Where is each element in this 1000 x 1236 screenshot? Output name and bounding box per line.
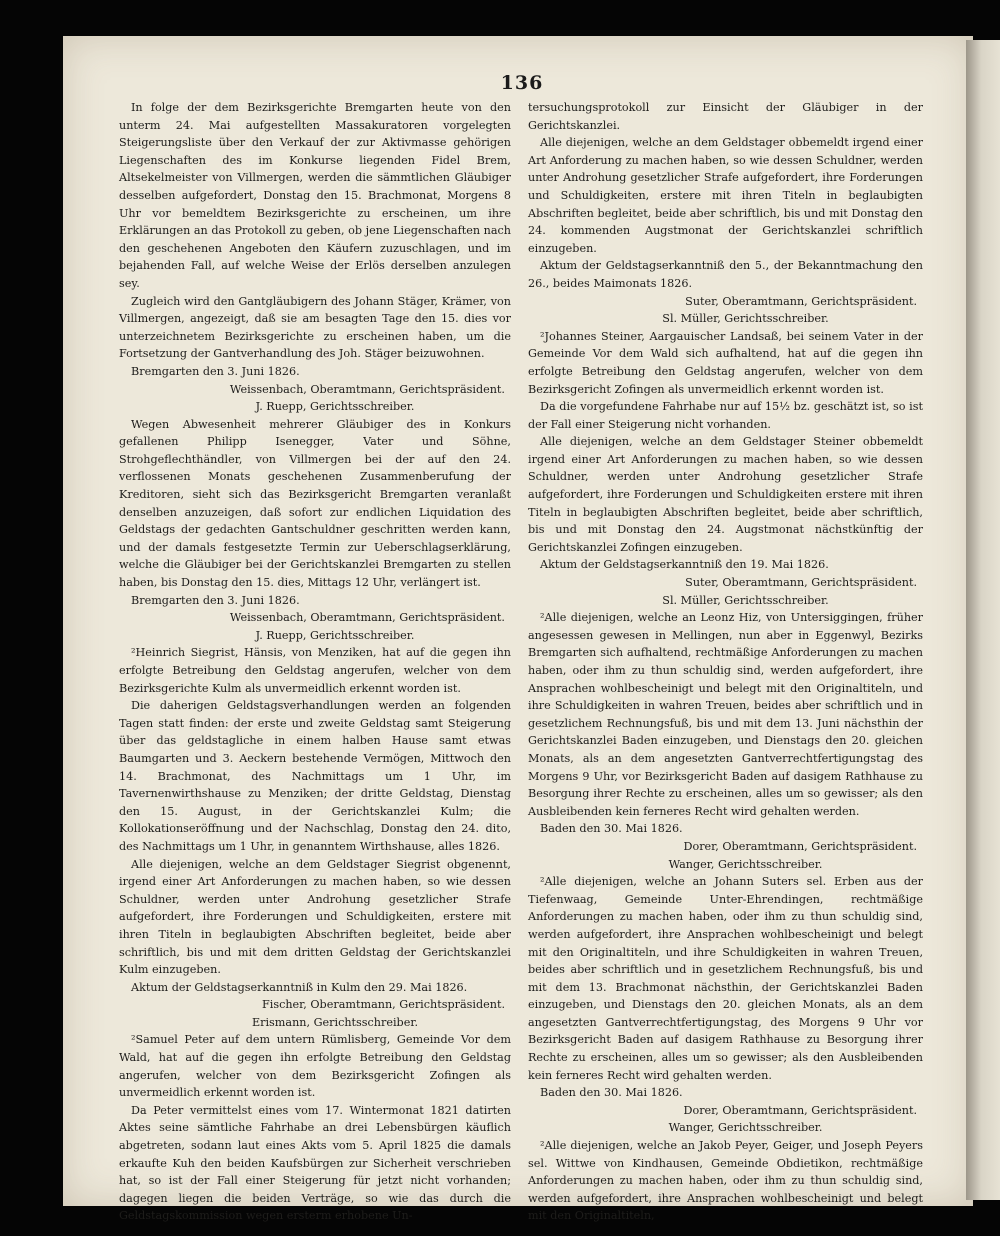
notice-paragraph: Zugleich wird den Gantgläubigern des Johann Stäger, Krämer, von Villmergen, angezeigt, daß sie am besagten Tage den 15. dies vor unterzeichnetem Bezirksgerichte zu erscheinen haben, um die Fortsetzung der Gantverhandlung des Joh. Stäger beizuwohnen. <box>119 294 511 361</box>
notice-date: Aktum der Geldstagserkanntniß in Kulm den 29. Mai 1826. <box>131 980 468 994</box>
notice-date: Bremgarten den 3. Juni 1826. <box>131 364 300 378</box>
notice-paragraph: Alle diejenigen, welche an dem Geldstager Steiner obbemeldt irgend einer Art Anforderungen zu machen haben, so wie dessen Schuldner, werden unter Androhung gesetzlicher Strafe aufgefordert, ihre Forderungen und Schuldigkeiten erstere mit ihren Titeln in beglaubigten Abschriften begleitet, beide aber schriftlich, bis und mit Donstag den 24. Augstmonat nächstkünftig der Gerichtskanzlei Zofingen einzugeben. <box>528 435 923 554</box>
notice-paragraph: In folge der dem Bezirksgerichte Bremgarten heute von den unterm 24. Mai aufgestellten Massakuratoren vorgelegten Steigerungsliste über den Verkauf der zur Aktivmasse gehörigen Liegenschaften des im Konkurse liegenden Fidel Brem, Altsekelmeister von Villmergen, werden die sämmtlichen Gläubiger desselben aufgefordert, Donstag den 15. Brachmonat, Morgens 8 Uhr vor bemeldtem Bezirksgerichte zu erscheinen, um ihre Erklärungen an das Protokoll zu geben, ob jene Liegenschaften nach den geschehenen Angeboten den Käufern zuzuschlagen, und im bejahenden Fall, auf welche Weise der Erlös derselben anzulegen sey. <box>119 101 511 290</box>
signature-line: Sl. Müller, Gerichtsschreiber. <box>662 312 829 326</box>
notice-date: Baden den 30. Mai 1826. <box>540 822 683 836</box>
notice-paragraph: ²Samuel Peter auf dem untern Rümlisberg, Gemeinde Vor dem Wald, hat auf die gegen ihn erfolgte Betreibung den Geldstag angerufen, welcher von dem Bezirksgericht Zofingen als unvermeidlich erkennt worden ist. <box>119 1033 511 1100</box>
notice-date: Aktum der Geldstagserkanntniß den 5., der Bekanntmachung den 26., beides Maimonats 1826. <box>528 259 923 290</box>
signature-line: Wanger, Gerichtsschreiber. <box>668 857 823 871</box>
next-page-edge <box>966 40 1000 1200</box>
signature-line: Fischer, Oberamtmann, Gerichtspräsident. <box>261 998 505 1012</box>
notice-date: Bremgarten den 3. Juni 1826. <box>131 593 300 607</box>
signature-line: Wanger, Gerichtsschreiber. <box>668 1121 823 1135</box>
signature-line: Sl. Müller, Gerichtsschreiber. <box>662 593 829 607</box>
notice-paragraph: ²Alle diejenigen, welche an Leonz Hiz, von Untersiggingen, früher angesessen gewesen in Mellingen, nun aber in Eggenwyl, Bezirks Bremgarten sich aufhaltend, rechtmäßige Anforderungen zu machen haben, oder ihm zu thun schuldig sind, werden aufgefordert, ihre Ansprachen wohlbescheinigt und belegt mit den Originaltiteln, und ihre Schuldigkeiten in wahren Treuen, beides aber schriftlich und in gesetzlichem Rechnungsfuß, bis und mit dem 13. Juni nächsthin der Gerichtskanzlei Baden einzugeben, und Dienstags den 20. gleichen Monats, als an dem angesetzten Gantverrechtfertigungstag des Morgens 9 Uhr, vor Bezirksgericht Baden auf dasigem Rathhause zu Besorgung ihrer Rechte zu erscheinen, alles um so gewisser; als den Ausbleibenden kein ferneres Recht wird gehalten werden. <box>528 611 923 818</box>
signature-line: Suter, Oberamtmann, Gerichtspräsident. <box>685 576 917 590</box>
notice-paragraph: Wegen Abwesenheit mehrerer Gläubiger des in Konkurs gefallenen Philipp Isenegger, Vater und Söhne, Strohgeflechthändler, von Villmergen bei der auf den 24. verflossenen Monats geschehenen Zusammenberufung der Kreditoren, sieht sich das Bezirksgericht Bremgarten veranlaßt denselben anzuzeigen, daß sofort zur endlichen Liquidation des Geldstags der gedachten Gantschuldner geschritten werden kann, und der damals festgesetzte Termin zur Ueberschlagserklärung, welche die Gläubiger bei der Gerichtskanzlei Bremgarten zu stellen haben, bis Donstag den 15. dies, Mittags 12 Uhr, verlängert ist. <box>119 417 511 590</box>
right-column <box>528 99 923 1223</box>
notice-paragraph: Alle diejenigen, welche an dem Geldstager obbemeldt irgend einer Art Anforderung zu machen haben, so wie dessen Schuldner, werden unter Androhung gesetzlicher Strafe aufgefordert, ihre Forderungen und Schuldigkeiten, erstere mit ihren Titeln in beglaubigten Abschriften begleitet, beide aber schriftlich, bis und mit Donstag den 24. kommenden Augstmonat der Gerichtskanzlei schriftlich einzugeben. <box>528 136 923 255</box>
signature-line: Dorer, Oberamtmann, Gerichtspräsident. <box>683 1103 917 1117</box>
signature-line: Dorer, Oberamtmann, Gerichtspräsident. <box>683 839 917 853</box>
continued-text: tersuchungsprotokoll zur Einsicht der Gläubiger in der Gerichtskanzlei. <box>528 101 923 132</box>
signature-line: Weissenbach, Oberamtmann, Gerichtspräsident. <box>229 382 505 396</box>
signature-line: Suter, Oberamtmann, Gerichtspräsident. <box>685 294 917 308</box>
page-number: 136 <box>500 72 544 94</box>
signature-line: Weissenbach, Oberamtmann, Gerichtspräsident. <box>229 611 505 625</box>
signature-line: Erismann, Gerichtsschreiber. <box>251 1015 419 1029</box>
signature-line: J. Ruepp, Gerichtsschreiber. <box>255 400 415 414</box>
notice-paragraph: Die daherigen Geldstagsverhandlungen werden an folgenden Tagen statt finden: der erste und zweite Geldstag samt Steigerung über das geldstagliche in einem halben Hause samt etwas Baumgarten und 3. Aeckern bestehende Vermögen, Mittwoch den 14. Brachmonat, des Nachmittags um 1 Uhr, im Tavernenwirthshause zu Menziken; der dritte Geldstag, Dienstag den 15. August, in der Gerichtskanzlei Kulm; die Kollokationseröffnung und der Nachschlag, Donstag den 24. dito, des Nachmittags um 1 Uhr, in genanntem Wirthshause, alles 1826. <box>119 699 511 853</box>
notice-date: Baden den 30. Mai 1826. <box>540 1086 683 1100</box>
notice-paragraph: Da Peter vermittelst eines vom 17. Wintermonat 1821 datirten Aktes seine sämtliche Fahrhabe an drei Lebensbürgen käuflich abgetreten, sodann laut eines Akts vom 5. April 1825 die damals erkaufte Kuh den beiden Kaufsbürgen zur Sicherheit verschrieben hat, so ist der Fall einer Steigerung für jetzt nicht vorhanden; dagegen liegen die beiden Verträge, so wie das durch die Geldstagskommission wegen ersterm erhobene Un- <box>119 1103 511 1223</box>
notice-paragraph: Da die vorgefundene Fahrhabe nur auf 15½ bz. geschätzt ist, so ist der Fall einer Steigerung nicht vorhanden. <box>528 400 923 431</box>
notice-date: Aktum der Geldstagserkanntniß den 19. Mai 1826. <box>540 558 829 572</box>
notice-paragraph: ²Alle diejenigen, welche an Johann Suters sel. Erben aus der Tiefenwaag, Gemeinde Unter-Ehrendingen, rechtmäßige Anforderungen zu machen haben, oder ihm zu thun schuldig sind, werden aufgefordert, ihre Ansprachen wohlbescheinigt und belegt mit den Originaltiteln, und ihre Schuldigkeiten in wahren Treuen, beides aber schriftlich und in gesetzlichem Rechnungsfuß, bis und mit dem 13. Brachmonat nächsthin, der Gerichtskanzlei Baden einzugeben, und Dienstags den 20. gleichen Monats, als an dem angesetzten Gantverrechtfertigungstag, des Morgens 9 Uhr vor Bezirksgericht Baden auf dasigem Rathhause zu Besorgung ihrer Rechte zu erscheinen, alles um so gewisser; als den Ausbleibenden kein ferneres Recht wird gehalten werden. <box>528 875 923 1082</box>
notice-paragraph: Alle diejenigen, welche an dem Geldstager Siegrist obgenennt, irgend einer Art Anforderungen zu machen haben, so wie dessen Schuldner, werden unter Androhung gesetzlicher Strafe aufgefordert, ihre Forderungen und Schuldigkeiten, erstere mit ihren Titeln in beglaubigten Abschriften begleitet, beide aber schriftlich, bis und mit dem dritten Geldstag der Gerichtskanzlei Kulm einzugeben. <box>119 857 511 977</box>
notice-paragraph: ²Johannes Steiner, Aargauischer Landsaß, bei seinem Vater in der Gemeinde Vor dem Wald sich aufhaltend, hat auf die gegen ihn erfolgte Betreibung den Geldstag angerufen, welcher von dem Bezirksgericht Zofingen als unvermeidlich erkennt worden ist. <box>528 329 923 396</box>
notice-paragraph: ²Heinrich Siegrist, Hänsis, von Menziken, hat auf die gegen ihn erfolgte Betreibung den Geldstag angerufen, welcher von dem Bezirksgerichte Kulm als unvermeidlich erkennt worden ist. <box>119 646 511 695</box>
left-column <box>119 99 511 1223</box>
notice-paragraph: ²Alle diejenigen, welche an Jakob Peyer, Geiger, und Joseph Peyers sel. Wittwe von Kindhausen, Gemeinde Obdietikon, rechtmäßige Anforderungen zu machen haben, oder ihm zu thun schuldig sind, werden aufgefordert, ihre Ansprachen wohlbescheinigt und belegt mit den Originaltiteln, <box>528 1139 923 1223</box>
signature-line: J. Ruepp, Gerichtsschreiber. <box>255 628 415 642</box>
